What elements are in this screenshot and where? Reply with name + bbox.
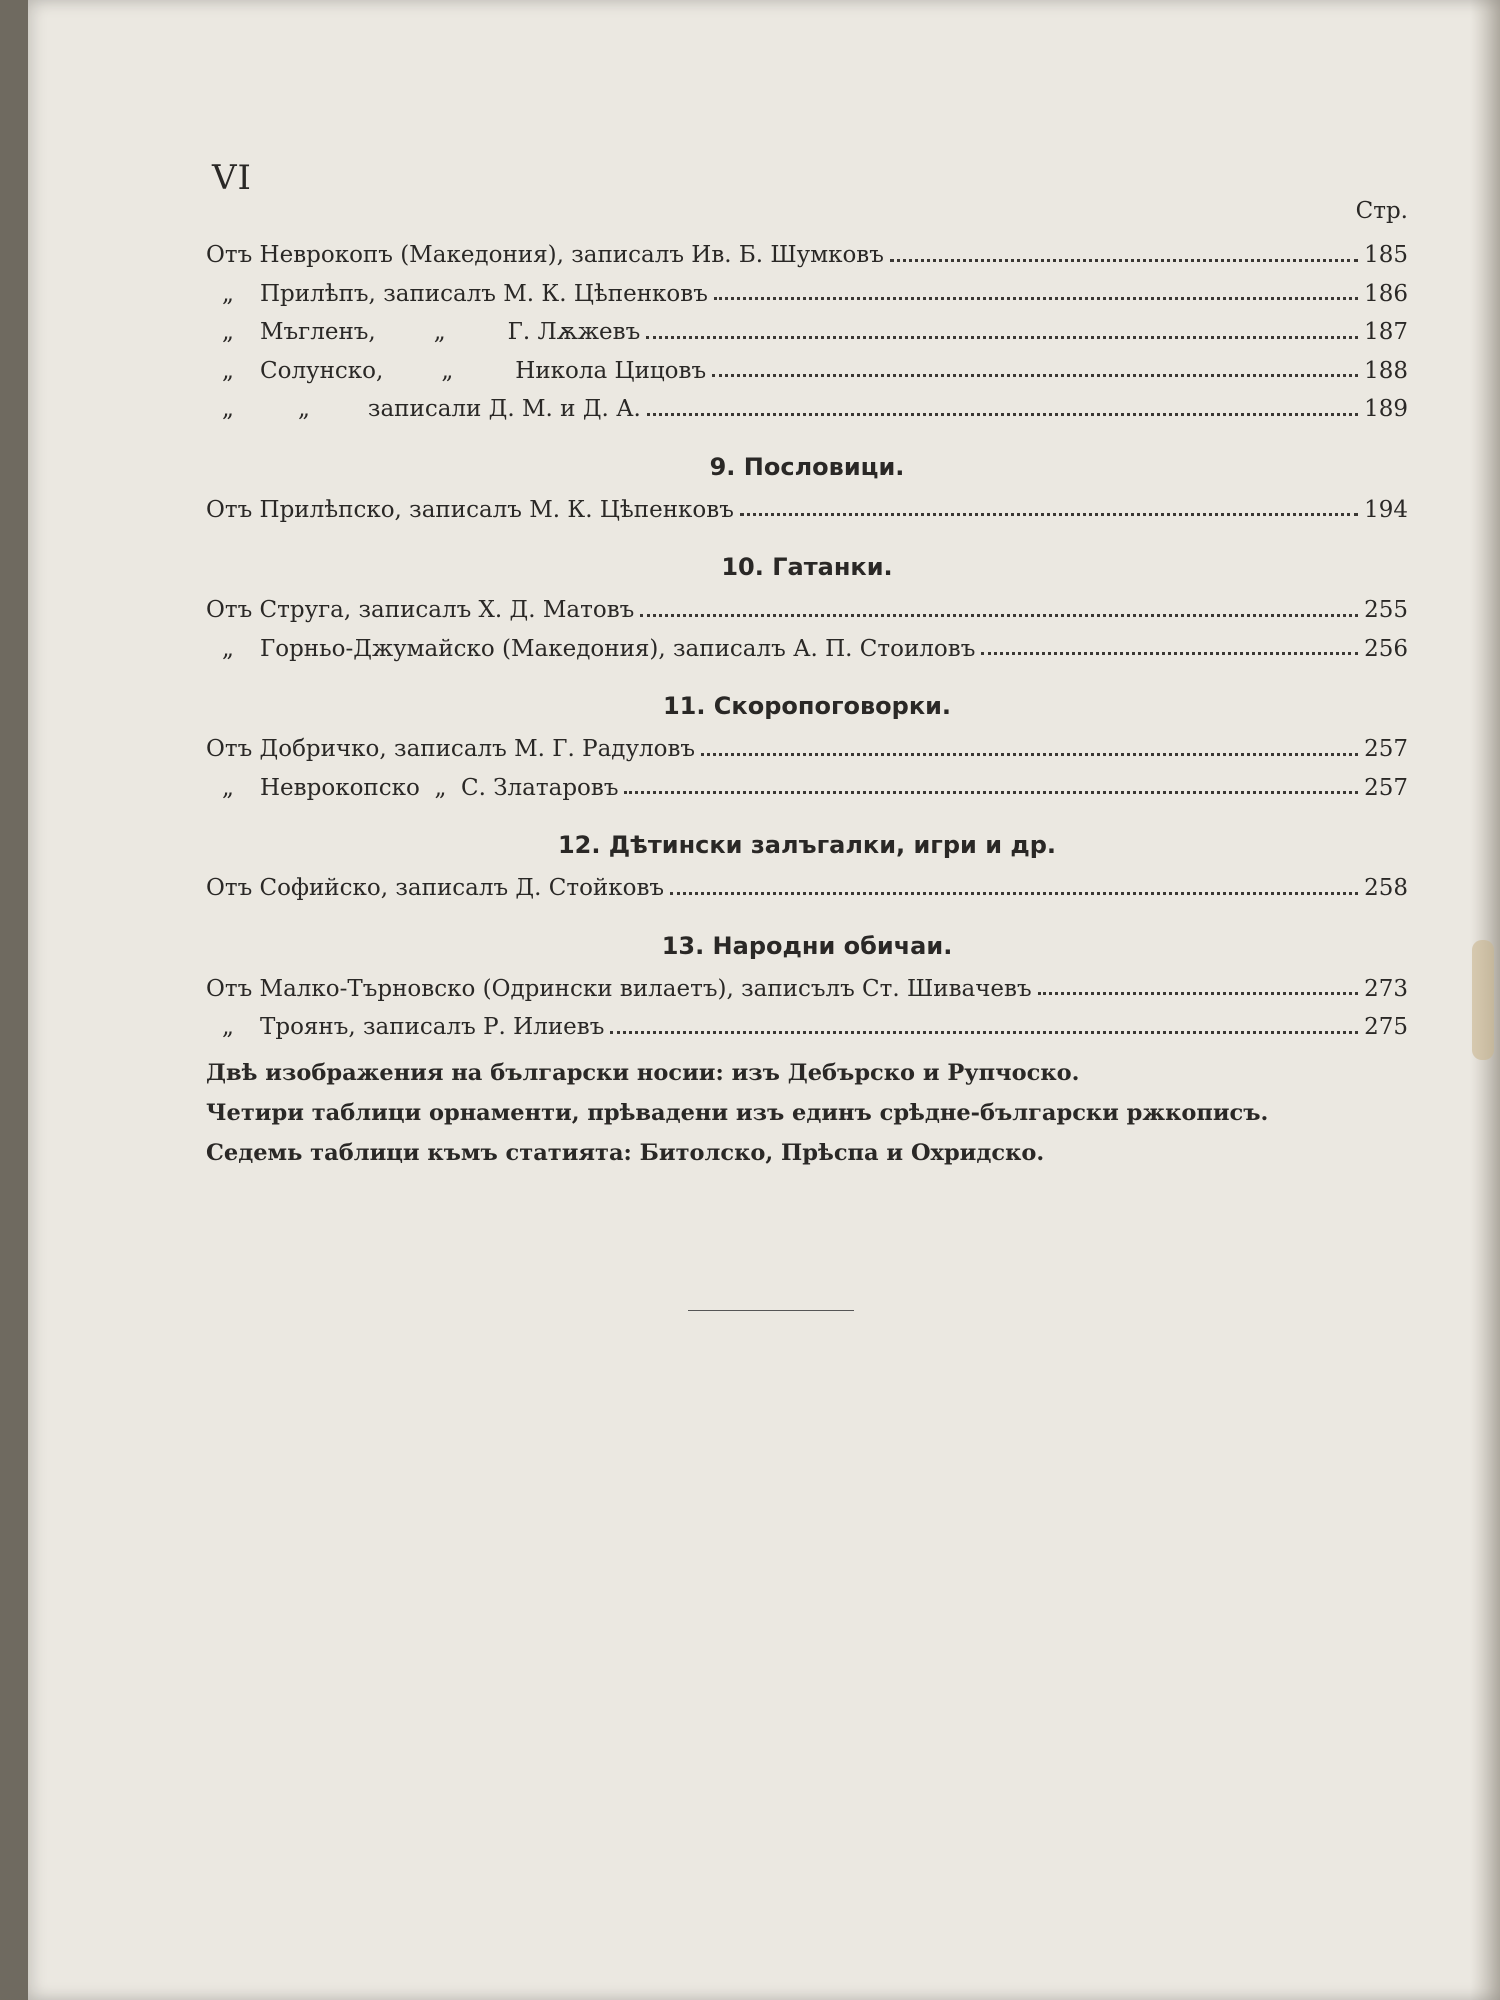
ditto-mark: „ — [222, 357, 234, 384]
toc-entry — [206, 275, 1408, 314]
closing-rule — [688, 1310, 854, 1311]
toc-entry — [206, 352, 1408, 391]
entry-text — [206, 769, 618, 808]
entry-place: Прилѣпъ, — [260, 280, 376, 307]
toc-entry — [206, 491, 1408, 530]
entry-text: Отъ Струга, записалъ Х. Д. Матовъ — [206, 597, 635, 623]
entry-recorder: записали Д. М. и Д. А. — [367, 396, 641, 422]
entry-page: 188 — [1364, 357, 1408, 384]
ditto-mark: „ — [222, 774, 234, 801]
toc-entry — [206, 591, 1408, 630]
page-number: VI — [212, 158, 252, 198]
entry-place: Солунско, — [260, 357, 384, 384]
section-heading: 9. Пословици. — [709, 452, 905, 481]
dot-leader — [624, 791, 1358, 794]
toc-entry — [206, 236, 1408, 275]
entry-recorder: Никола Цицовъ — [515, 357, 707, 384]
section-heading: 13. Народни обичаи. — [661, 931, 953, 960]
ditto-mark: „ — [222, 1014, 234, 1040]
entry-text — [206, 352, 706, 391]
entry-page: 187 — [1364, 319, 1408, 345]
dot-leader — [981, 652, 1358, 655]
toc-entry — [206, 1008, 1408, 1047]
dot-leader — [647, 413, 1358, 416]
entry-page: 256 — [1364, 635, 1408, 662]
ditto-mark: „ — [222, 635, 234, 662]
paper-stain — [1472, 940, 1494, 1060]
entry-page: 186 — [1364, 280, 1408, 307]
toc-entry — [206, 630, 1408, 669]
page-column-header: Стр. — [1355, 198, 1408, 224]
entry-page: 189 — [1364, 396, 1408, 422]
ditto-mark: „ — [433, 319, 446, 345]
ditto-mark: „ — [298, 396, 310, 422]
dot-leader — [640, 614, 1358, 617]
entry-recorder: записалъ М. К. Цѣпенковъ — [383, 280, 708, 307]
entry-text — [206, 630, 975, 669]
plates-line: Четири таблици орнаменти, прѣвадени изъ единъ срѣдне-български ржкописъ. — [206, 1099, 1269, 1126]
toc-entry — [206, 313, 1408, 352]
entry-page: 185 — [1364, 242, 1408, 268]
entry-page: 258 — [1364, 875, 1408, 901]
entry-recorder: Горньо-Джумайско (Македония), записалъ А. П. Стоиловъ — [260, 635, 976, 662]
dot-leader — [1038, 992, 1358, 995]
section-heading: 12. Дѣтински залъгалки, игри и др. — [557, 831, 1057, 859]
ditto-mark: „ — [441, 357, 454, 384]
entry-text: Отъ Малко-Търновско (Одрински вилаетъ), записълъ Ст. Шивачевъ — [206, 975, 1032, 1002]
dot-leader — [712, 374, 1358, 377]
ditto-mark: „ — [222, 280, 234, 307]
toc-entry — [206, 869, 1408, 908]
entry-page: 257 — [1364, 774, 1408, 801]
toc-entry — [206, 970, 1408, 1009]
toc-entry — [206, 390, 1408, 429]
dot-leader — [701, 753, 1358, 756]
dot-leader — [610, 1031, 1358, 1034]
entry-page: 255 — [1364, 597, 1408, 623]
entry-page: 194 — [1364, 496, 1408, 523]
ditto-mark: „ — [222, 396, 234, 422]
dot-leader — [890, 259, 1358, 262]
toc-entry — [206, 730, 1408, 769]
entry-recorder: Неврокопско „ С. Златаровъ — [260, 774, 619, 801]
entry-text: Отъ Добричко, записалъ М. Г. Радуловъ — [206, 736, 696, 762]
entry-page: 257 — [1364, 736, 1408, 762]
entry-text — [206, 313, 640, 352]
entry-text: Отъ Софийско, записалъ Д. Стойковъ — [206, 875, 665, 901]
dot-leader — [740, 513, 1358, 516]
dot-leader — [714, 297, 1358, 300]
entry-text — [206, 390, 641, 429]
table-of-contents — [206, 236, 1408, 1173]
entry-text — [206, 275, 708, 314]
toc-entry — [206, 769, 1408, 808]
entry-recorder: Троянъ, записалъ Р. Илиевъ — [260, 1014, 605, 1040]
entry-text: Отъ Прилѣпско, записалъ М. К. Цѣпенковъ — [206, 496, 734, 523]
entry-text — [206, 1008, 604, 1047]
entry-recorder: Г. Лѫжевъ — [507, 319, 641, 345]
dot-leader — [646, 336, 1358, 339]
entry-page: 275 — [1364, 1014, 1408, 1040]
entry-place: Мъгленъ, — [260, 319, 376, 345]
plates-line: Седемь таблици къмъ статията: Битолско, Прѣспа и Охридско. — [206, 1139, 1045, 1166]
section-heading: 11. Скоропоговорки. — [662, 692, 952, 720]
section-heading: 10. Гатанки. — [721, 553, 893, 581]
entry-text: Отъ Неврокопъ (Македония), записалъ Ив. Б. Шумковъ — [206, 242, 884, 268]
entry-page: 273 — [1364, 975, 1408, 1002]
ditto-mark: „ — [222, 319, 234, 345]
dot-leader — [670, 892, 1358, 895]
plates-line: Двѣ изображения на български носии: изъ Дебърско и Рупчоско. — [206, 1059, 1080, 1086]
